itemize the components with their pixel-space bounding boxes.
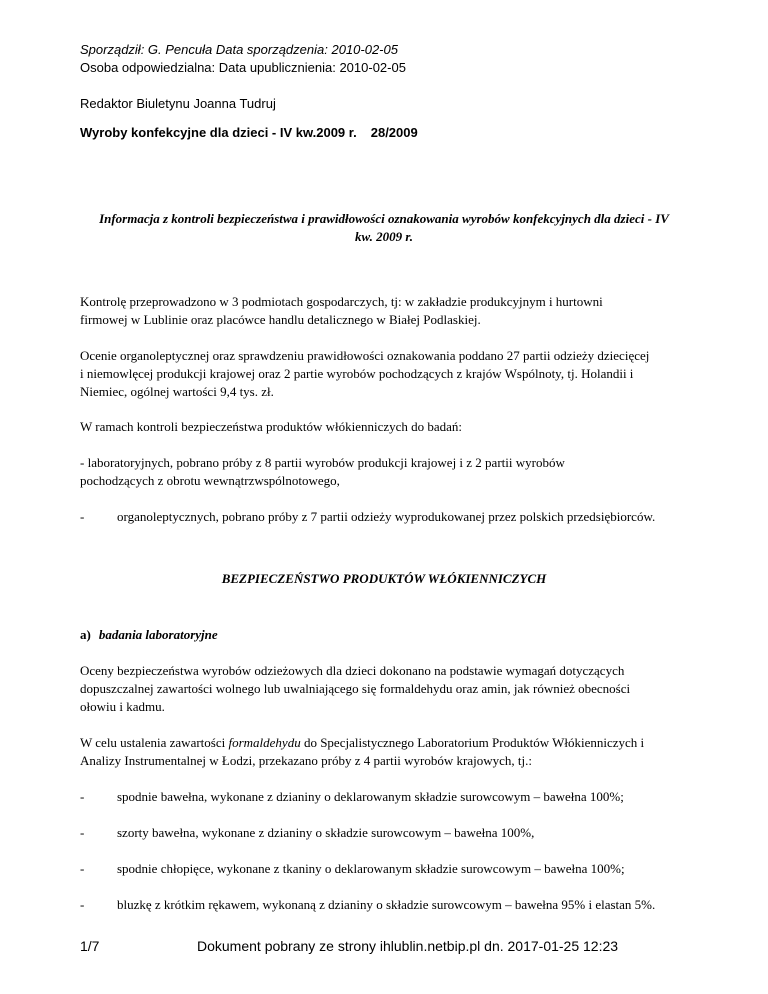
- paragraph-5-line-2: Analizy Instrumentalnej w Łodzi, przekazano próby z 4 partii wyrobów krajowych, tj.:: [80, 753, 532, 768]
- report-title-line-2: kw. 2009 r.: [354, 229, 414, 244]
- report-title-line-1: Informacja z kontroli bezpieczeństwa i prawidłowości oznakowania wyrobów konfekcyjnych dla dzieci - IV: [99, 211, 669, 226]
- paragraph-1-line-1: Kontrolę przeprowadzono w 3 podmiotach gospodarczych, tj: w zakładzie produkcyjnym i hurtowni: [80, 294, 603, 309]
- paragraph-5-line-1: [80, 734, 644, 752]
- bullet-1-line-1: - laboratoryjnych, pobrano próby z 8 partii wyrobów produkcji krajowej i z 2 partii wyrobów: [80, 455, 565, 470]
- paragraph-2-line-1: Ocenie organoleptycznej oraz sprawdzeniu prawidłowości oznakowania poddano 27 partii odzieży dziecięcej: [80, 348, 650, 363]
- bullet-1-line-2: pochodzących z obrotu wewnątrzwspólnotowego,: [80, 473, 340, 488]
- subsection-heading: [80, 626, 218, 644]
- paragraph-5-text-after: do Specjalistycznego Laboratorium Produktów Włókienniczych i: [300, 735, 645, 750]
- bullet-dash: -: [80, 789, 85, 804]
- list-item-text: spodnie bawełna, wykonane z dzianiny o deklarowanym składzie surowcowym – bawełna 100%;: [117, 789, 624, 804]
- bullet-dash: -: [80, 897, 85, 912]
- paragraph-3: W ramach kontroli bezpieczeństwa produktów włókienniczych do badań:: [80, 419, 463, 434]
- section-title: BEZPIECZEŃSTWO PRODUKTÓW WŁÓKIENNICZYCH: [221, 571, 547, 586]
- document-title-text: Wyroby konfekcyjne dla dzieci - IV kw.2009 r.: [80, 125, 357, 140]
- responsible-line: Osoba odpowiedzialna: Data upublicznienia: 2010-02-05: [80, 60, 406, 75]
- formaldehyde-term: formaldehydu: [228, 735, 301, 750]
- paragraph-4-line-3: ołowiu i kadmu.: [80, 699, 165, 714]
- editor-line: Redaktor Biuletynu Joanna Tudruj: [80, 96, 276, 111]
- document-number: 28/2009: [370, 125, 418, 140]
- bullet-dash: -: [80, 825, 85, 840]
- bullet-2-text: organoleptycznych, pobrano próby z 7 partii odzieży wyprodukowanej przez polskich przedsiębiorców.: [117, 509, 656, 524]
- footer-source: Dokument pobrany ze strony ihlublin.netbip.pl dn. 2017-01-25 12:23: [197, 938, 619, 954]
- paragraph-5-text-before: W celu ustalenia zawartości: [80, 735, 229, 750]
- author-line: Sporządził: G. Pencuła Data sporządzenia: 2010-02-05: [80, 42, 398, 57]
- paragraph-1-line-2: firmowej w Lublinie oraz placówce handlu detalicznego w Białej Podlaskiej.: [80, 312, 481, 327]
- page-number: 1/7: [80, 938, 100, 954]
- paragraph-2-line-2: i niemowlęcej produkcji krajowej oraz 2 partie wyrobów pochodzących z krajów Wspólnoty, tj. Holandii i: [80, 366, 634, 381]
- list-item-text: bluzkę z krótkim rękawem, wykonaną z dzianiny o składzie surowcowym – bawełna 95% i elastan 5%.: [117, 897, 656, 912]
- paragraph-2-line-3: Niemiec, ogólnej wartości 9,4 tys. zł.: [80, 384, 274, 399]
- list-item-text: szorty bawełna, wykonane z dzianiny o składzie surowcowym – bawełna 100%,: [117, 825, 535, 840]
- bullet-dash: -: [80, 509, 85, 524]
- list-item-text: spodnie chłopięce, wykonane z tkaniny o deklarowanym składzie surowcowym – bawełna 100%;: [117, 861, 625, 876]
- paragraph-4-line-2: dopuszczalnej zawartości wolnego lub uwalniającego się formaldehydu oraz amin, jak również obecności: [80, 681, 631, 696]
- paragraph-4-line-1: Oceny bezpieczeństwa wyrobów odzieżowych dla dzieci dokonano na podstawie wymagań dotyczących: [80, 663, 625, 678]
- document-title: [80, 125, 418, 140]
- subsection-label: a): [80, 627, 91, 642]
- bullet-dash: -: [80, 861, 85, 876]
- subsection-title: badania laboratoryjne: [98, 627, 218, 642]
